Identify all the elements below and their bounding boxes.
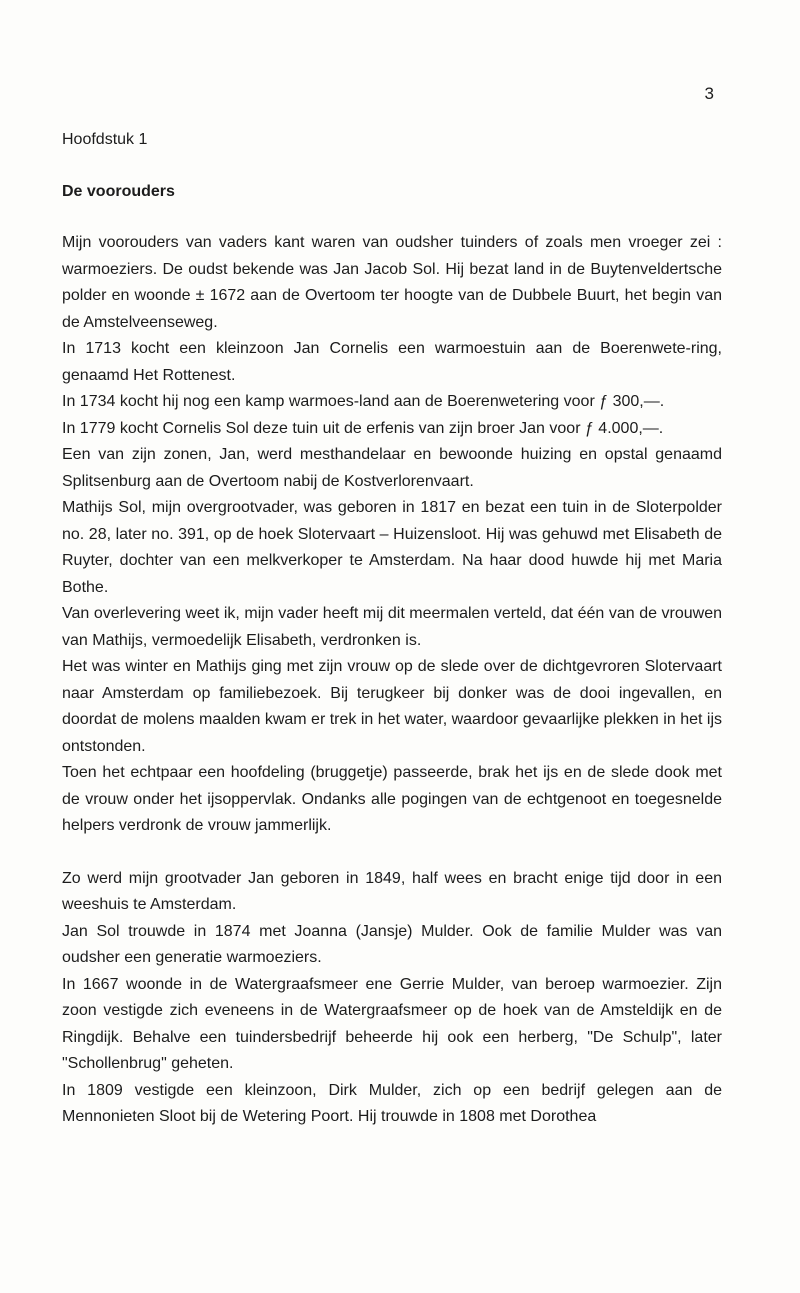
paragraph: In 1713 kocht een kleinzoon Jan Cornelis een warmoestuin aan de Boerenwete-ring, genaamd Het Rottenest. [62, 340, 722, 384]
paragraph: Mijn voorouders van vaders kant waren van oudsher tuinders of zoals men vroeger zei : warmoeziers. De oudst bekende was Jan Jacob Sol. Hij bezat land in de Buytenveldertsche polder en woonde ± 1672 aan de Overtoom ter hoogte van de Dubbele Buurt, het begin van de Amstelveenseweg. [62, 234, 722, 331]
paragraph: Het was winter en Mathijs ging met zijn vrouw op de slede over de dichtgevroren Slotervaart naar Amsterdam op familiebezoek. Bij terugkeer bij donker was de dooi ingevallen, en doordat de molens maalden kwam er trek in het water, waardoor gevaarlijke plekken in het ijs ontstonden. [62, 658, 722, 755]
paragraph: Toen het echtpaar een hoofdeling (bruggetje) passeerde, brak het ijs en de slede dook met de vrouw onder het ijsoppervlak. Ondanks alle pogingen van de echtgenoot en toegesnelde helpers verdronk de vrouw jammerlijk. [62, 764, 722, 834]
paragraph: Zo werd mijn grootvader Jan geboren in 1849, half wees en bracht enige tijd door in een weeshuis te Amsterdam. [62, 869, 722, 913]
chapter-label: Hoofdstuk 1 [62, 131, 148, 148]
body-text [62, 230, 722, 1131]
paragraph: Jan Sol trouwde in 1874 met Joanna (Jansje) Mulder. Ook de familie Mulder was van oudsher een generatie warmoeziers. [62, 922, 722, 966]
chapter-title: De voorouders [62, 183, 175, 200]
paragraph: In 1809 vestigde een kleinzoon, Dirk Mulder, zich op een bedrijf gelegen aan de Mennonieten Sloot bij de Wetering Poort. Hij trouwde in 1808 met Dorothea [62, 1081, 722, 1125]
paragraph: In 1734 kocht hij nog een kamp warmoes-land aan de Boerenwetering voor ƒ 300,—. [62, 393, 665, 410]
paragraph: In 1667 woonde in de Watergraafsmeer ene Gerrie Mulder, van beroep warmoezier. Zijn zoon vestigde zich eveneens in de Watergraafsmeer op de hoek van de Amsteldijk en de Ringdijk. Behalve een tuindersbedrijf beheerde hij ook een herberg, "De Schulp", later "Schollenbrug" geheten. [62, 975, 722, 1072]
page-number: 3 [704, 84, 714, 103]
paragraph: Mathijs Sol, mijn overgrootvader, was geboren in 1817 en bezat een tuin in de Sloterpolder no. 28, later no. 391, op de hoek Slotervaart – Huizensloot. Hij was gehuwd met Elisabeth de Ruyter, dochter van een melkverkoper te Amsterdam. Na haar dood huwde hij met Maria Bothe. [62, 499, 722, 596]
paragraph: In 1779 kocht Cornelis Sol deze tuin uit de erfenis van zijn broer Jan voor ƒ 4.000,—. [62, 419, 664, 437]
paragraph: Van overlevering weet ik, mijn vader heeft mij dit meermalen verteld, dat één van de vrouwen van Mathijs, vermoedelijk Elisabeth, verdronken is. [62, 605, 722, 649]
paragraph: Een van zijn zonen, Jan, werd mesthandelaar en bewoonde huizing en opstal genaamd Splitsenburg aan de Overtoom nabij de Kostverlorenvaart. [62, 446, 722, 490]
